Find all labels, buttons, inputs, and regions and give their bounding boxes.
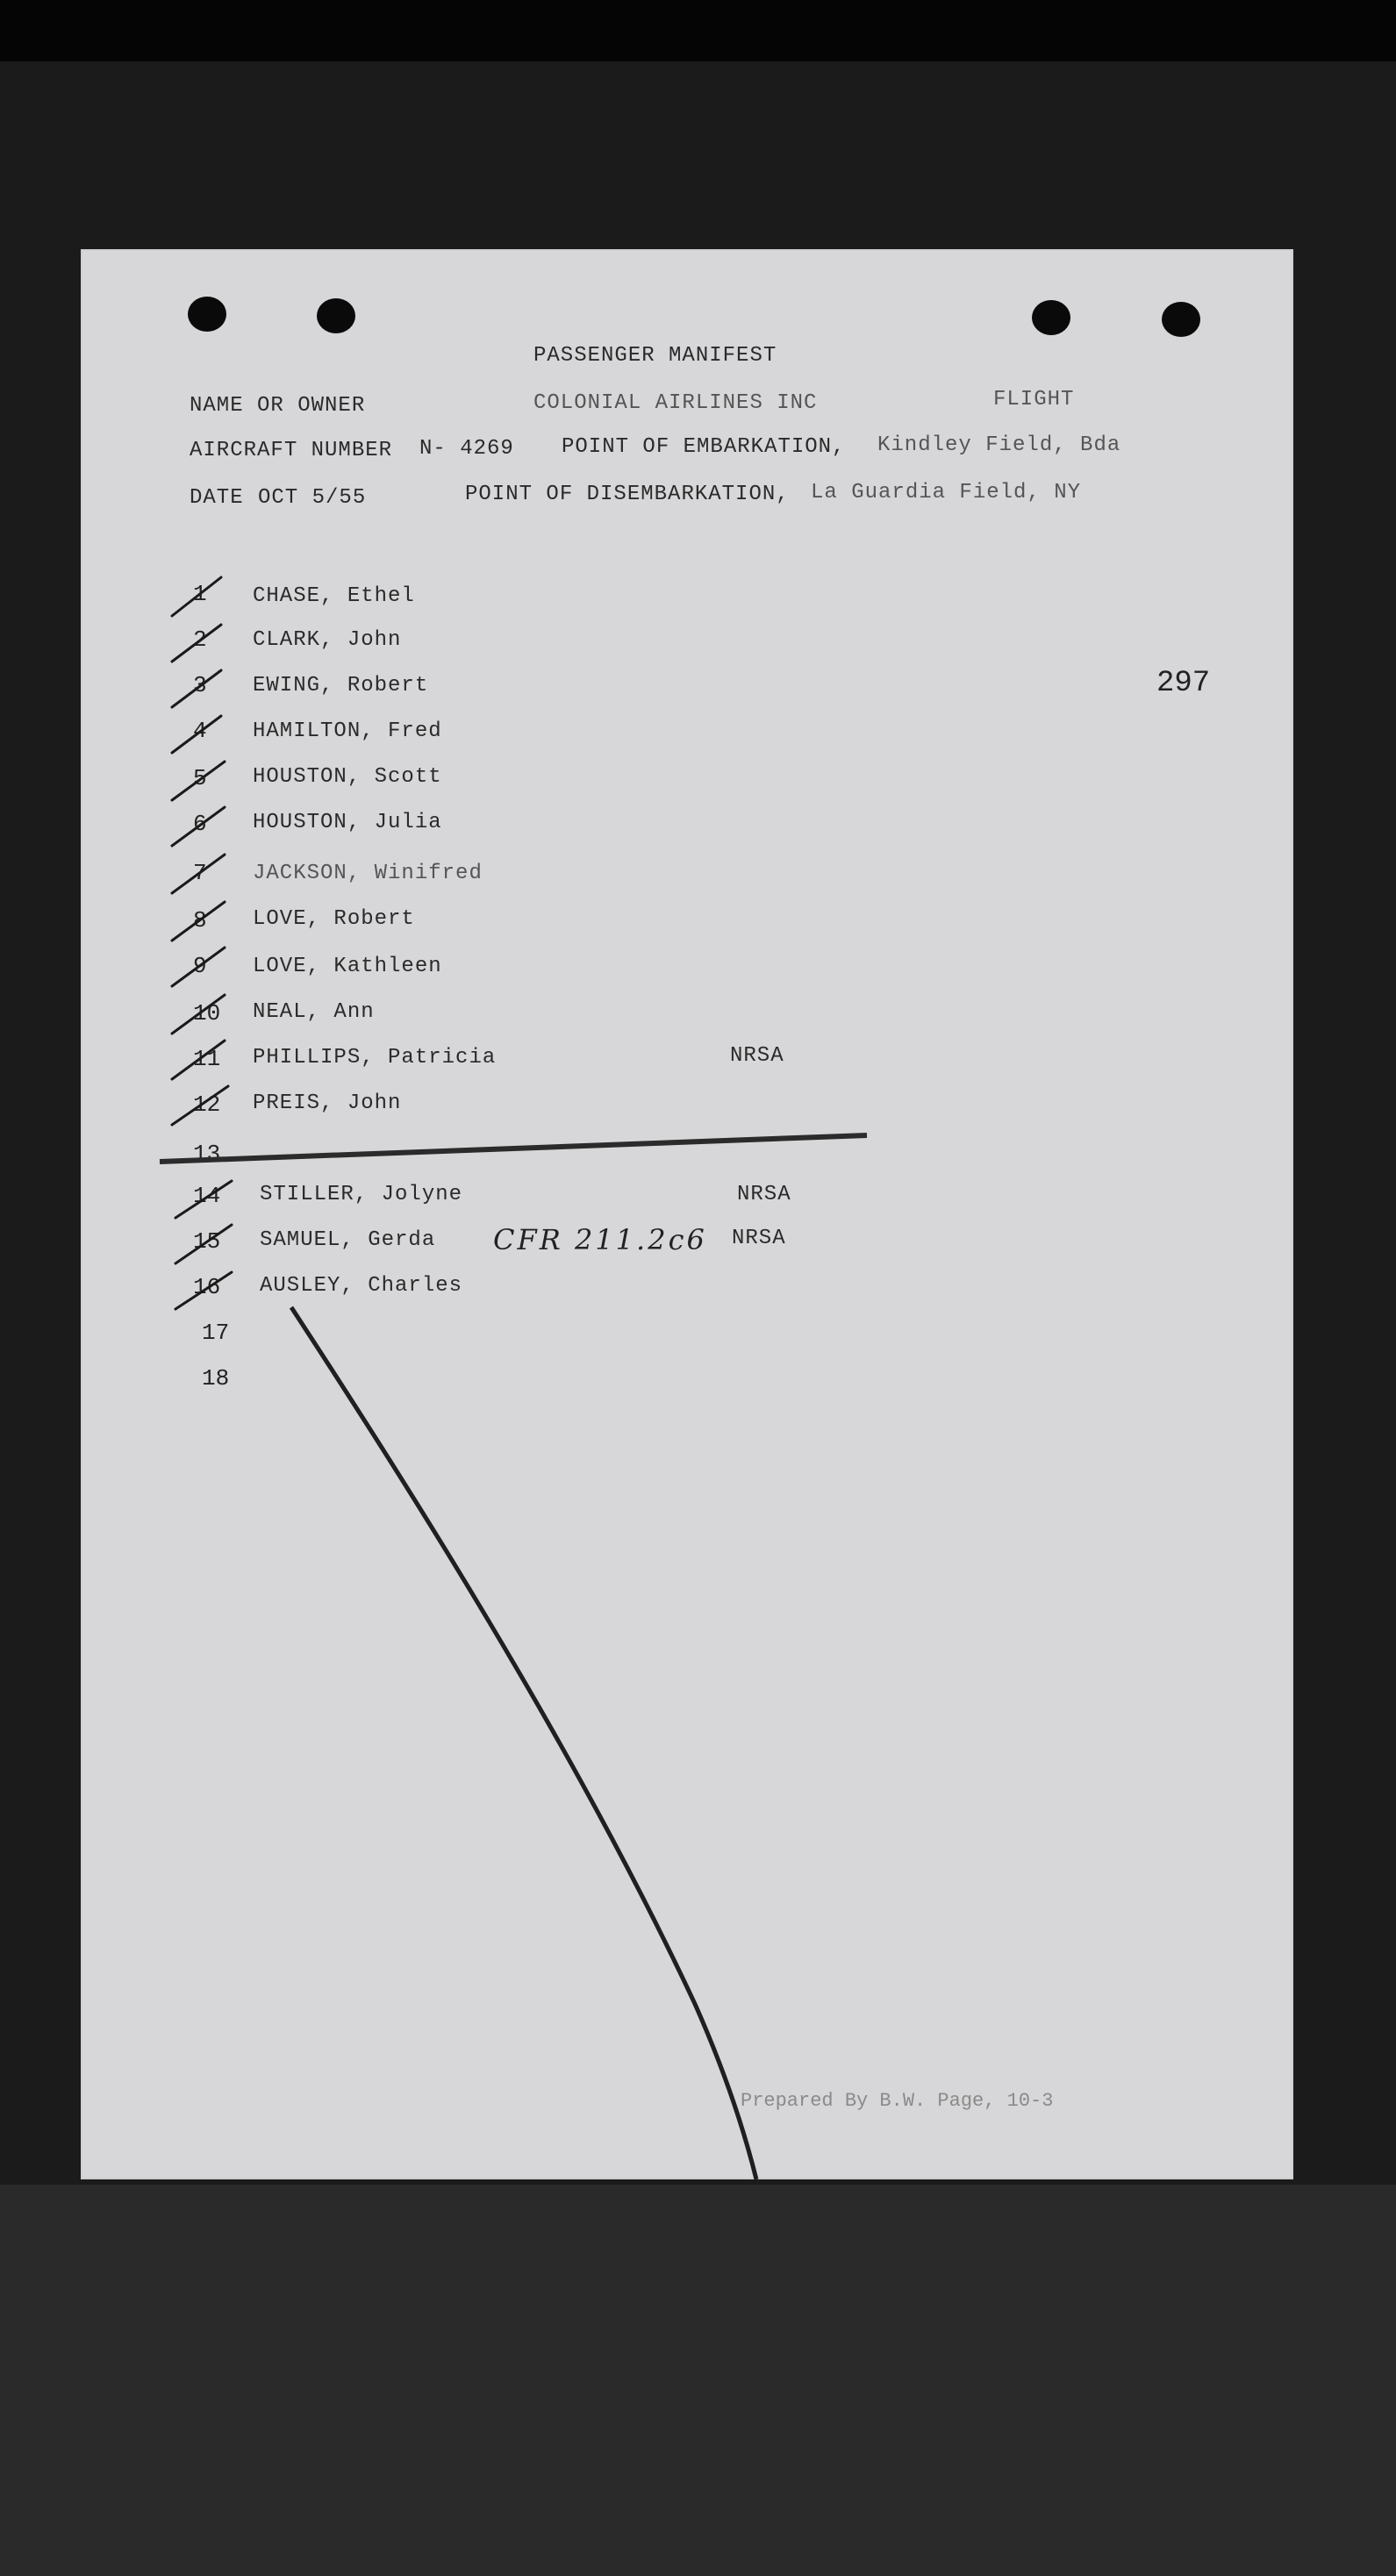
row-number: 8 <box>193 907 207 934</box>
row-number: 1 <box>193 581 207 607</box>
passenger-name: PREIS, John <box>253 1091 402 1115</box>
manifest-title: PASSENGER MANIFEST <box>533 344 777 368</box>
row-checkmark <box>172 948 225 986</box>
row-number: 14 <box>193 1183 221 1209</box>
row-checkmark <box>175 1181 232 1218</box>
passenger-name: SAMUEL, Gerda <box>260 1228 436 1252</box>
pen-marks <box>81 249 1293 2179</box>
row-checkmark <box>175 1225 232 1263</box>
row-number: 7 <box>193 860 207 886</box>
footer-stamp: Prepared By B.W. Page, 10-3 <box>741 2090 1054 2112</box>
row-number: 9 <box>193 953 207 979</box>
row-number: 16 <box>193 1274 221 1300</box>
row-number: 15 <box>193 1228 221 1255</box>
owner-label: NAME OR OWNER <box>190 394 366 418</box>
passenger-name: PHILLIPS, Patricia <box>253 1046 497 1070</box>
disembarkation-label: POINT OF DISEMBARKATION, <box>465 483 790 506</box>
row-checkmark <box>172 1086 228 1125</box>
passenger-name: AUSLEY, Charles <box>260 1274 463 1298</box>
passenger-note: NRSA <box>730 1044 784 1068</box>
passenger-name: CLARK, John <box>253 628 402 652</box>
row-checkmark <box>172 902 225 941</box>
row-checkmark <box>175 1272 232 1309</box>
page-number: 297 <box>1156 667 1211 700</box>
row-checkmark <box>172 995 225 1034</box>
row-number: 11 <box>193 1046 221 1072</box>
row-number: 2 <box>193 626 207 653</box>
passenger-name: EWING, Robert <box>253 674 429 698</box>
row-number: 6 <box>193 811 207 837</box>
embarkation-label: POINT OF EMBARKATION, <box>562 435 846 459</box>
row-checkmark <box>172 716 221 753</box>
manifest-page <box>81 249 1293 2179</box>
aircraft-label: AIRCRAFT NUMBER <box>190 439 393 462</box>
passenger-note: NRSA <box>737 1183 791 1206</box>
row-number: 5 <box>193 765 207 791</box>
row-checkmark <box>172 577 221 616</box>
film-border-bottom <box>0 2185 1396 2576</box>
row-checkmark <box>172 762 225 800</box>
owner-value: COLONIAL AIRLINES INC <box>533 391 818 415</box>
date-label: DATE <box>190 486 244 510</box>
row-checkmark <box>172 855 225 893</box>
passenger-name: HOUSTON, Scott <box>253 765 442 789</box>
row-number: 17 <box>202 1320 230 1346</box>
diagonal-line <box>291 1307 756 2179</box>
passenger-name: CHASE, Ethel <box>253 584 415 608</box>
passenger-name: HOUSTON, Julia <box>253 811 442 834</box>
row-number: 10 <box>193 1000 221 1027</box>
row-checkmark <box>172 625 221 662</box>
row-number: 18 <box>202 1365 230 1392</box>
strike-line <box>160 1135 867 1162</box>
date-value: OCT 5/55 <box>258 486 367 510</box>
film-border-top <box>0 0 1396 61</box>
row-number: 12 <box>193 1091 221 1118</box>
row-checkmark <box>172 670 221 707</box>
row-checkmark <box>172 807 225 846</box>
aircraft-value: N- 4269 <box>419 437 514 461</box>
passenger-note: NRSA <box>732 1227 786 1250</box>
passenger-name: LOVE, Kathleen <box>253 955 442 978</box>
row-checkmark <box>172 1041 225 1079</box>
row-number: 4 <box>193 718 207 744</box>
embarkation-value: Kindley Field, Bda <box>877 433 1121 457</box>
row-number: 3 <box>193 672 207 698</box>
passenger-name: NEAL, Ann <box>253 1000 375 1024</box>
disembarkation-value: La Guardia Field, NY <box>811 481 1082 504</box>
passenger-name: HAMILTON, Fred <box>253 719 442 743</box>
handwritten-note: CFR 211.2c6 <box>493 1223 707 1256</box>
row-number: 13 <box>193 1141 221 1167</box>
flight-label: FLIGHT <box>993 388 1075 411</box>
passenger-name: JACKSON, Winifred <box>253 862 483 885</box>
passenger-name: LOVE, Robert <box>253 907 415 931</box>
passenger-name: STILLER, Jolyne <box>260 1183 463 1206</box>
